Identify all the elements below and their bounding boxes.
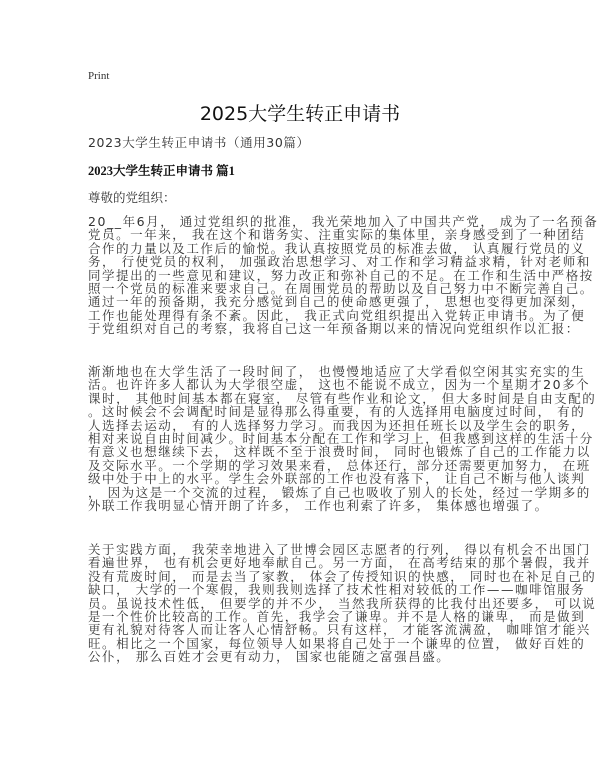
- paragraph-line: 同学提出的一些意见和建议，努力改正和弥补自己的不足。在工作和生活中严格按: [88, 267, 594, 283]
- greeting: 尊敬的党组织：: [88, 190, 176, 205]
- paragraph-line: 。这时候会不会调配时间是显得那么得重要，有的人选择用电脑度过时间， 有的: [88, 404, 586, 420]
- paragraph-line: 活。也许许多人都认为大学很空虚， 这也不能说不成立，因为一个星期才20多个: [88, 377, 591, 393]
- page-title: 2025大学生转正申请书: [199, 103, 401, 125]
- paragraph-line: 合作的力量以及工作后的愉悦。我认真按照党员的标准去做， 认真履行党员的义: [88, 240, 586, 256]
- paragraph-line: 级中处于中上的水平。学生会外联部的工作也没有落下， 让自己不断与他人谈判: [88, 471, 586, 487]
- paragraph-line: ， 因为这是一个交流的过程， 锻炼了自己也吸收了别人的长处，经过一学期多的: [88, 484, 591, 500]
- paragraph-line: 看遍世界， 也有机会更好地奉献自己。另一方面， 在高考结束的那个暑假，我并: [88, 555, 591, 571]
- section-heading: 2023大学生转正申请书 篇1: [88, 164, 235, 178]
- paragraph-line: 有意义也想继续下去， 这样既不至于浪费时间， 同时也锻炼了自己的工作能力以: [88, 444, 591, 460]
- paragraph-1: [88, 215, 598, 336]
- paragraph-line: 通过一年的预备期，我充分感觉到自己的使命感更强了， 思想也变得更加深刻，: [88, 294, 586, 310]
- paragraph-line: 没有荒废时间， 而是去当了家教， 体会了传授知识的快感， 同时也在补足自己的: [88, 568, 597, 584]
- paragraph-line: 20__年6月， 通过党组织的批准， 我光荣地加入了中国共产党， 成为了一名预备: [88, 214, 599, 229]
- print-link[interactable]: Print: [88, 70, 110, 82]
- paragraph-line: 关于实践方面， 我荣幸地进入了世博会园区志愿者的行列， 得以有机会不出国门: [88, 542, 591, 557]
- paragraph-line: 旺。相比之一个国家，每位领导人如果将自己处于一个谦卑的位置， 做好百姓的: [88, 635, 586, 651]
- paragraph-line: 相对来说自由时间减少。时间基本分配在工作和学习上，但我感到这样的生活十分: [88, 430, 594, 446]
- paragraph-line: 于党组织对自己的考察，我将自己这一年预备期以来的情况向党组织作以汇报：: [88, 321, 580, 337]
- document-subtitle: 2023大学生转正申请书（通用30篇）: [88, 135, 310, 150]
- paragraph-line: 是一个性价比较高的工作。首先，我学会了谦卑。并不是人格的谦卑， 而是做到: [88, 608, 586, 624]
- paragraph-line: 务， 行使党员的权利， 加强政治思想学习、对工作和学习精益求精，针对老师和: [88, 254, 591, 270]
- paragraph-line: 及交际水平。一个学期的学习效果来看， 总体还行，部分还需要更加努力， 在班: [88, 457, 591, 473]
- paragraph-line: 公仆， 那么百姓才会更有动力， 国家也能随之富强昌盛。: [88, 649, 451, 665]
- paragraph-line: 课时， 其他时间基本都在寝室， 尽管有些作业和论文， 但大多时间是自由支配的: [88, 390, 597, 406]
- paragraph-line: 工作也能处理得有条不紊。因此， 我正式向党组织提出入党转正申请书。为了便: [88, 307, 586, 323]
- paragraph-line: 外联工作我明显心情开朗了许多， 工作也利索了许多， 集体感也增强了。: [88, 497, 549, 513]
- paragraph-line: 员。虽说技术性低， 但要学的并不少， 当然我所获得的比我付出还要多， 可以说: [88, 595, 597, 611]
- paragraph-line: 人选择去运动， 有的人选择努力学习。而我因为还担任班长以及学生会的职务，: [88, 417, 586, 433]
- paragraph-line: 缺口， 大学的一个寒假，我则我则选择了技术性相对较低的工作——咖啡馆服务: [88, 582, 586, 598]
- paragraph-line: 照一个党员的标准来要求自己。在周围党员的帮助以及自己努力中不断完善自己。: [88, 280, 594, 296]
- paragraph-line: 渐渐地也在大学生活了一段时间了， 也慢慢地适应了大学看似空闲其实充实的生: [88, 364, 586, 379]
- paragraph-line: 更有礼貌对待客人而让客人心情舒畅。只有这样， 才能客流满盈， 咖啡馆才能兴: [88, 622, 591, 638]
- paragraph-3: [88, 543, 596, 664]
- paragraph-line: 党员。一年来， 我在这个和谐务实、注重实际的集体里，亲身感受到了一种团结: [88, 227, 586, 243]
- paragraph-2: [88, 365, 596, 512]
